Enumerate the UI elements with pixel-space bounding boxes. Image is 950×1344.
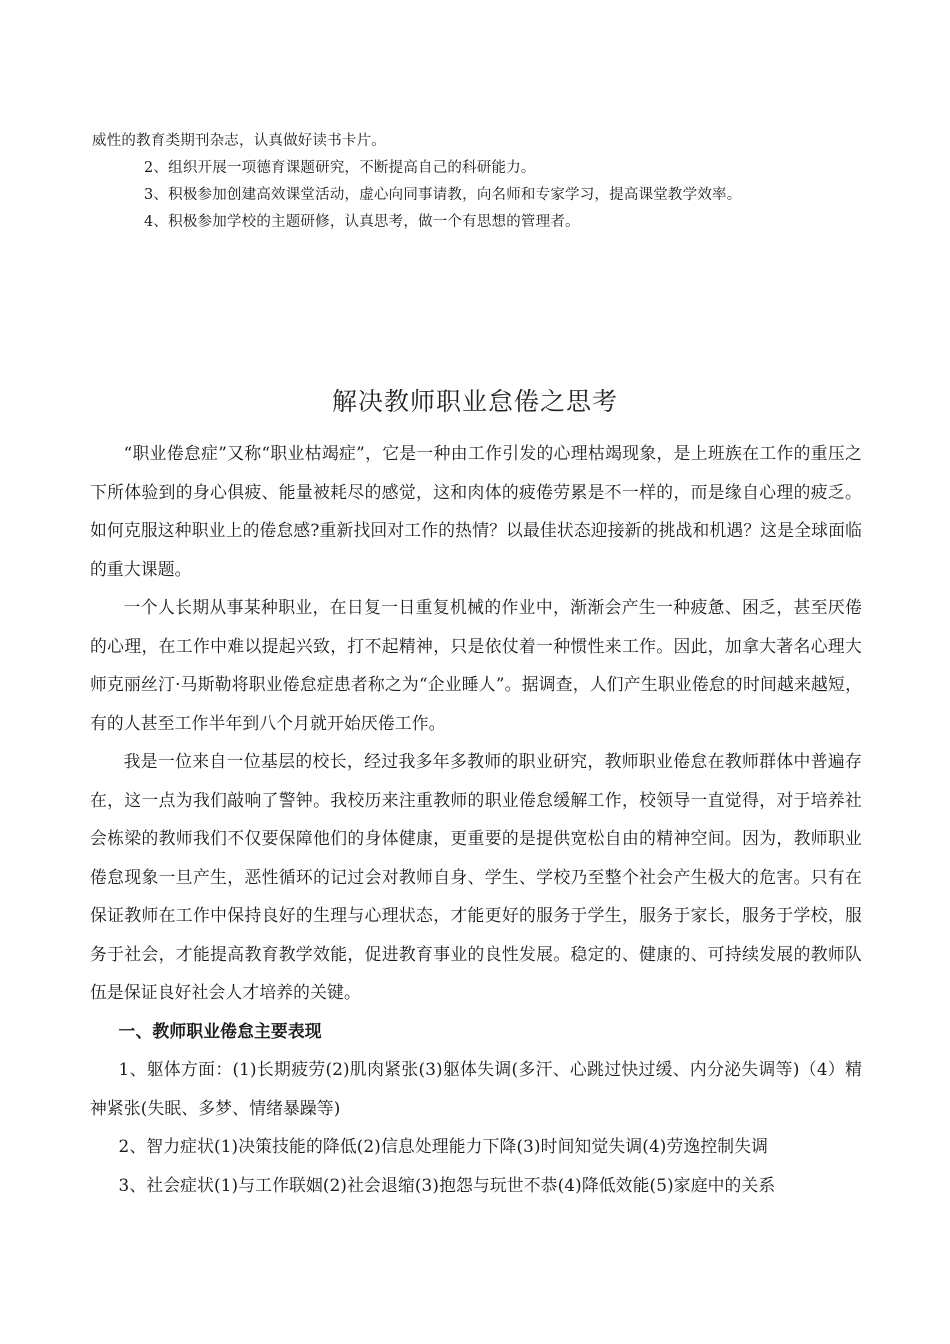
fragment-line: 3、积极参加创建高效课堂活动，虚心向同事请教，向名师和专家学习，提高课堂教学效率。 — [144, 187, 742, 203]
list-item: 3、社会症状(1)与工作联姻(2)社会退缩(3)抱怨与玩世不恭(4)降低效能(5)家庭中的关系 — [118, 1174, 776, 1195]
previous-section-fragment — [92, 128, 872, 236]
list-item: 1、躯体方面：(1)长期疲劳(2)肌肉紧张(3)躯体失调(多汗、心跳过快过缓、内分泌失调等)（4）精神紧张(失眠、多梦、情绪暴躁等) — [90, 1059, 862, 1118]
article-body — [90, 434, 862, 1204]
fragment-line: 威性的教育类期刊杂志，认真做好读书卡片。 — [92, 133, 386, 149]
body-paragraph: 一个人长期从事某种职业，在日复一日重复机械的作业中，渐渐会产生一种疲惫、困乏，甚至厌倦的心理，在工作中难以提起兴致，打不起精神，只是依仗着一种惯性来工作。因此，加拿大著名心理大师克丽丝汀·马斯勒将职业倦怠症患者称之为“企业睡人”。据调查，人们产生职业倦怠的时间越来越短，有的人甚至工作半年到八个月就开始厌倦工作。 — [90, 597, 862, 733]
body-paragraph: 我是一位来自一位基层的校长，经过我多年多教师的职业研究，教师职业倦怠在教师群体中普遍存在，这一点为我们敲响了警钟。我校历来注重教师的职业倦怠缓解工作，校领导一直觉得，对于培养社会栋梁的教师我们不仅要保障他们的身体健康，更重要的是提供宽松自由的精神空间。因为，教师职业倦怠现象一旦产生，恶性循环的记过会对教师自身、学生、学校乃至整个社会产生极大的危害。只有在保证教师在工作中保持良好的生理与心理状态，才能更好的服务于学生，服务于家长，服务于学校，服务于社会，才能提高教育教学效能，促进教育事业的良性发展。稳定的、健康的、可持续发展的教师队伍是保证良好社会人才培养的关键。 — [90, 751, 862, 1002]
fragment-line: 4、积极参加学校的主题研修，认真思考，做一个有思想的管理者。 — [144, 214, 580, 230]
section-heading: 一、教师职业倦怠主要表现 — [118, 1020, 322, 1041]
list-item: 2、智力症状(1)决策技能的降低(2)信息处理能力下降(3)时间知觉失调(4)劳逸控制失调 — [118, 1136, 769, 1156]
fragment-line: 2、组织开展一项德育课题研究，不断提高自己的科研能力。 — [144, 160, 536, 176]
article-title: 解决教师职业怠倦之思考 — [331, 387, 618, 416]
body-paragraph: “职业倦怠症”又称“职业枯竭症”，它是一种由工作引发的心理枯竭现象，是上班族在工作的重压之下所体验到的身心俱疲、能量被耗尽的感觉，这和肉体的疲倦劳累是不一样的，而是缘自心理的疲乏。如何克服这种职业上的倦怠感?重新找回对工作的热情？以最佳状态迎接新的挑战和机遇？这是全球面临的重大课题。 — [90, 443, 862, 579]
